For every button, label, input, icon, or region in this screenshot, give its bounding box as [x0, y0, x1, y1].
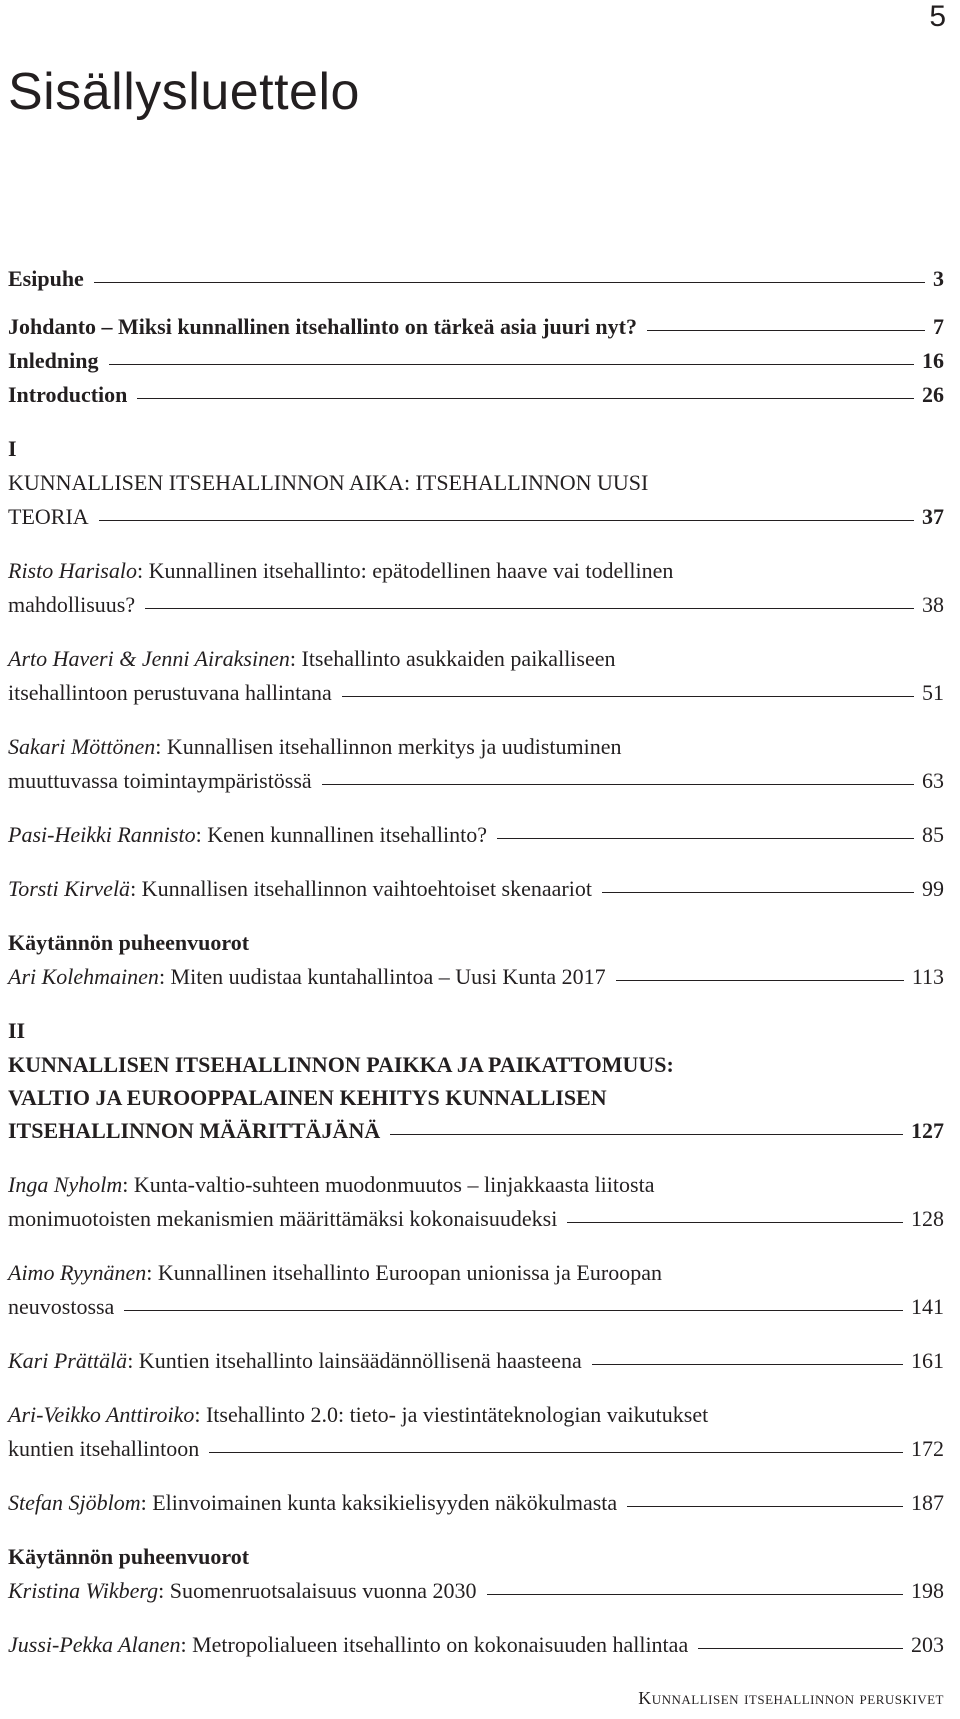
part-heading-continued: VALTIO JA EUROOPPALAINEN KEHITYS KUNNALLISEN	[8, 1085, 607, 1110]
chapter-title: : Kunnallisen itsehallinnon merkitys ja uudistuminen	[155, 734, 622, 759]
toc-entry-haveri[interactable]	[8, 642, 944, 710]
page-title: Sisällysluettelo	[8, 63, 360, 121]
toc-page-number: 63	[922, 768, 944, 793]
leader-line	[627, 1506, 903, 1507]
author-name: Sakari Möttönen	[8, 734, 156, 759]
toc-entry-practice-1[interactable]	[8, 926, 944, 994]
toc-entry-mottonen[interactable]	[8, 730, 944, 798]
part-heading-continued: TEORIA	[8, 504, 89, 529]
author-name: Kari Prättälä	[8, 1348, 128, 1373]
running-footer: Kunnallisen itsehallinnon peruskivet	[638, 1688, 944, 1708]
toc-entry-harisalo[interactable]	[8, 554, 944, 622]
author-name: Kristina Wikberg	[8, 1578, 159, 1603]
toc-page-number: 128	[911, 1206, 944, 1231]
leader-line	[342, 696, 914, 697]
author-name: Ari Kolehmainen	[8, 964, 159, 989]
chapter-title: : Itsehallinto asukkaiden paikalliseen	[289, 646, 616, 671]
leader-line	[124, 1310, 903, 1311]
author-name: Stefan Sjöblom	[8, 1490, 141, 1515]
toc-entry-johdanto[interactable]	[8, 310, 944, 344]
leader-line	[137, 398, 914, 399]
part-2[interactable]	[8, 1014, 944, 1148]
chapter-title: : Itsehallinto 2.0: tieto- ja viestintäteknologian vaikutukset	[194, 1402, 709, 1427]
toc-page-number: 113	[911, 964, 944, 989]
chapter-title-continued: itsehallintoon perustuvana hallintana	[8, 680, 332, 705]
chapter-title-continued: neuvostossa	[8, 1294, 115, 1319]
author-name: Jussi-Pekka Alanen	[8, 1632, 181, 1657]
chapter-title: : Kuntien itsehallinto lainsäädännöllisenä haasteena	[127, 1348, 582, 1373]
leader-line	[209, 1452, 903, 1453]
chapter-title: : Kunnallinen itsehallinto: epätodellinen haave vai todellinen	[136, 558, 674, 583]
part-numeral: II	[8, 1018, 26, 1043]
chapter-title: : Kunnallinen itsehallinto Euroopan unionissa ja Euroopan	[146, 1260, 662, 1285]
leader-line	[647, 330, 925, 331]
table-of-contents	[8, 262, 944, 1682]
leader-line	[602, 892, 914, 893]
chapter-title: : Kunnallisen itsehallinnon vaihtoehtoiset skenaariot	[130, 876, 592, 901]
chapter-title-continued: monimuotoisten mekanismien määrittämäksi kokonaisuudeksi	[8, 1206, 558, 1231]
leader-line	[497, 838, 914, 839]
page-number: 5	[929, 0, 946, 33]
leader-line	[487, 1594, 903, 1595]
part-heading: KUNNALLISEN ITSEHALLINNON PAIKKA JA PAIKATTOMUUS:	[8, 1052, 674, 1077]
chapter-title: : Suomenruotsalaisuus vuonna 2030	[158, 1578, 477, 1603]
chapter-title: : Metropolialueen itsehallinto on kokonaisuuden hallintaa	[180, 1632, 689, 1657]
toc-page-number: 187	[911, 1490, 944, 1515]
toc-page-number: 203	[911, 1632, 944, 1657]
toc-page-number: 51	[922, 680, 944, 705]
toc-entry-sjoblom[interactable]	[8, 1486, 944, 1520]
leader-line	[94, 282, 925, 283]
author-name: Inga Nyholm	[8, 1172, 123, 1197]
chapter-title: : Elinvoimainen kunta kaksikielisyyden näkökulmasta	[140, 1490, 618, 1515]
chapter-title-continued: mahdollisuus?	[8, 592, 136, 617]
toc-page-number: 3	[933, 266, 944, 291]
toc-entry-inledning[interactable]	[8, 344, 944, 378]
toc-entry-esipuhe[interactable]	[8, 262, 944, 296]
chapter-title: : Kenen kunnallinen itsehallinto?	[195, 822, 488, 847]
toc-entry-title: Inledning	[8, 348, 99, 373]
part-heading-continued: ITSEHALLINNON MÄÄRITTÄJÄNÄ	[8, 1118, 381, 1143]
part-numeral: I	[8, 436, 17, 461]
toc-entry-rannisto[interactable]	[8, 818, 944, 852]
leader-line	[145, 608, 914, 609]
toc-entry-title: Esipuhe	[8, 266, 84, 291]
toc-entry-alanen[interactable]	[8, 1628, 944, 1662]
toc-page-number: 85	[922, 822, 944, 847]
leader-line	[99, 520, 914, 521]
toc-entry-title: Johdanto – Miksi kunnallinen itsehallinto on tärkeä asia juuri nyt?	[8, 314, 637, 339]
leader-line	[592, 1364, 903, 1365]
leader-line	[322, 784, 914, 785]
toc-page-number: 16	[922, 348, 944, 373]
chapter-title: : Miten uudistaa kuntahallintoa – Uusi Kunta 2017	[158, 964, 606, 989]
section-subheading: Käytännön puheenvuorot	[8, 930, 250, 955]
author-name: Arto Haveri & Jenni Airaksinen	[8, 646, 290, 671]
toc-entry-nyholm[interactable]	[8, 1168, 944, 1236]
toc-page-number: 161	[911, 1348, 944, 1373]
leader-line	[698, 1648, 903, 1649]
toc-entry-kirvela[interactable]	[8, 872, 944, 906]
leader-line	[567, 1222, 903, 1223]
toc-page-number: 172	[911, 1436, 944, 1461]
toc-page-number: 7	[933, 314, 944, 339]
toc-page-number: 37	[922, 504, 944, 529]
toc-entry-practice-2[interactable]	[8, 1540, 944, 1608]
chapter-title: : Kunta-valtio-suhteen muodonmuutos – linjakkaasta liitosta	[122, 1172, 655, 1197]
author-name: Risto Harisalo	[8, 558, 137, 583]
toc-entry-anttiroiko[interactable]	[8, 1398, 944, 1466]
chapter-title-continued: kuntien itsehallintoon	[8, 1436, 200, 1461]
author-name: Aimo Ryynänen	[8, 1260, 147, 1285]
author-name: Ari-Veikko Anttiroiko	[8, 1402, 195, 1427]
author-name: Pasi-Heikki Rannisto	[8, 822, 196, 847]
toc-page-number: 198	[911, 1578, 944, 1603]
toc-entry-title: Introduction	[8, 382, 128, 407]
toc-page-number: 127	[911, 1118, 944, 1143]
author-name: Torsti Kirvelä	[8, 876, 131, 901]
toc-entry-prattala[interactable]	[8, 1344, 944, 1378]
leader-line	[109, 364, 915, 365]
toc-page-number: 99	[922, 876, 944, 901]
toc-entry-ryynanen[interactable]	[8, 1256, 944, 1324]
part-heading: KUNNALLISEN ITSEHALLINNON AIKA: ITSEHALLINNON UUSI	[8, 470, 649, 495]
leader-line	[390, 1134, 903, 1135]
toc-page-number: 26	[922, 382, 944, 407]
part-1[interactable]	[8, 432, 944, 534]
chapter-title-continued: muuttuvassa toimintaympäristössä	[8, 768, 312, 793]
leader-line	[616, 980, 904, 981]
toc-entry-introduction[interactable]	[8, 378, 944, 412]
toc-page-number: 38	[922, 592, 944, 617]
toc-page-number: 141	[911, 1294, 944, 1319]
section-subheading: Käytännön puheenvuorot	[8, 1544, 250, 1569]
